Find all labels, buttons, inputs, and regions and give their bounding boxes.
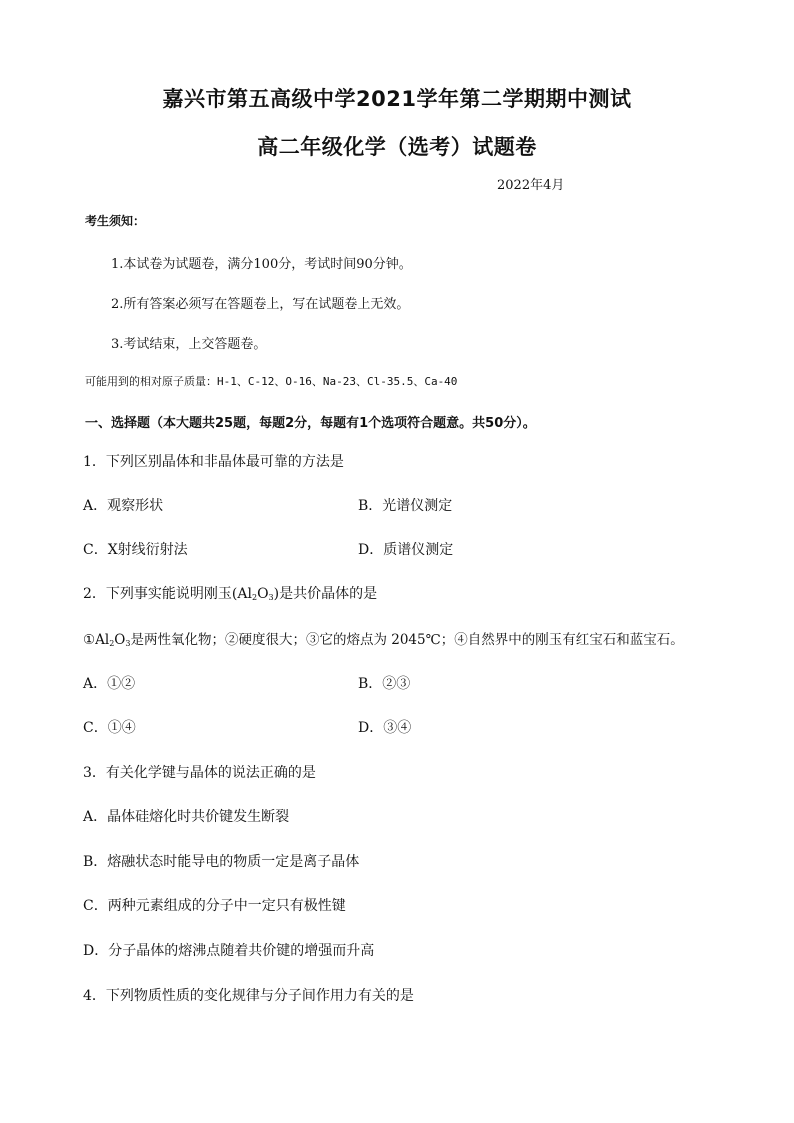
question-1-option-d: D．质谱仪测定 xyxy=(358,542,454,558)
exam-title-line2: 高二年级化学（选考）试题卷 xyxy=(257,135,537,159)
notice-item-1: 1.本试卷为试题卷，满分100分，考试时间90分钟。 xyxy=(111,257,412,272)
atomic-masses-line: 可能用到的相对原子质量：H-1、C-12、O-16、Na-23、Cl-35.5、Ca-40 xyxy=(85,375,458,388)
notice-item-2: 2.所有答案必须写在答题卷上，写在试题卷上无效。 xyxy=(111,297,410,312)
question-3-option-a: A．晶体硅熔化时共价键发生断裂 xyxy=(83,809,290,825)
formula-element-o: O xyxy=(257,586,269,602)
alumina-formula xyxy=(95,632,130,648)
question-2-option-c: C．①④ xyxy=(83,720,136,736)
question-1-option-a: A．观察形状 xyxy=(83,498,164,514)
question-1-option-c: C．X射线衍射法 xyxy=(83,542,188,558)
formula-element-al: Al xyxy=(237,586,252,602)
question-2-option-a: A．①② xyxy=(83,676,136,692)
question-2-stem-suffix: )是共价晶体的是 xyxy=(273,586,378,602)
formula-subscript: 3 xyxy=(125,639,131,648)
question-2-facts-text: 是两性氧化物；②硬度很大；③它的熔点为 2045℃；④自然界中的刚玉有红宝石和蓝宝石。 xyxy=(130,632,684,648)
formula-subscript: 3 xyxy=(268,593,274,602)
notice-item-3: 3.考试结束，上交答题卷。 xyxy=(111,337,267,352)
formula-element-o: O xyxy=(114,632,126,648)
question-1-stem: 1．下列区别晶体和非晶体最可靠的方法是 xyxy=(83,454,344,470)
question-2-option-d: D．③④ xyxy=(358,720,412,736)
alumina-formula xyxy=(237,586,273,602)
question-2-stem xyxy=(83,583,377,603)
formula-subscript: 2 xyxy=(251,593,258,602)
question-2-facts-prefix: ① xyxy=(83,632,96,648)
question-3-option-c: C．两种元素组成的分子中一定只有极性键 xyxy=(83,898,346,914)
exam-date: 2022年4月 xyxy=(497,178,565,193)
question-2-option-b: B．②③ xyxy=(358,676,411,692)
question-4-stem: 4．下列物质性质的变化规律与分子间作用力有关的是 xyxy=(83,988,414,1004)
section-heading: 一、选择题（本大题共25题，每题2分，每题有1个选项符合题意。共50分）。 xyxy=(85,416,536,431)
formula-subscript: 2 xyxy=(109,639,115,648)
question-3-stem: 3．有关化学键与晶体的说法正确的是 xyxy=(83,765,316,781)
question-2-facts xyxy=(83,628,684,648)
formula-element-al: Al xyxy=(95,632,110,648)
question-2-stem-prefix: 2．下列事实能说明刚玉( xyxy=(83,586,238,602)
question-3-option-b: B．熔融状态时能导电的物质一定是离子晶体 xyxy=(83,854,360,870)
exam-title-line1: 嘉兴市第五高级中学2021学年第二学期期中测试 xyxy=(162,87,632,111)
question-1-option-b: B．光谱仪测定 xyxy=(358,498,453,514)
question-3-option-d: D．分子晶体的熔沸点随着共价键的增强而升高 xyxy=(83,943,375,959)
notice-heading: 考生须知： xyxy=(85,214,146,228)
